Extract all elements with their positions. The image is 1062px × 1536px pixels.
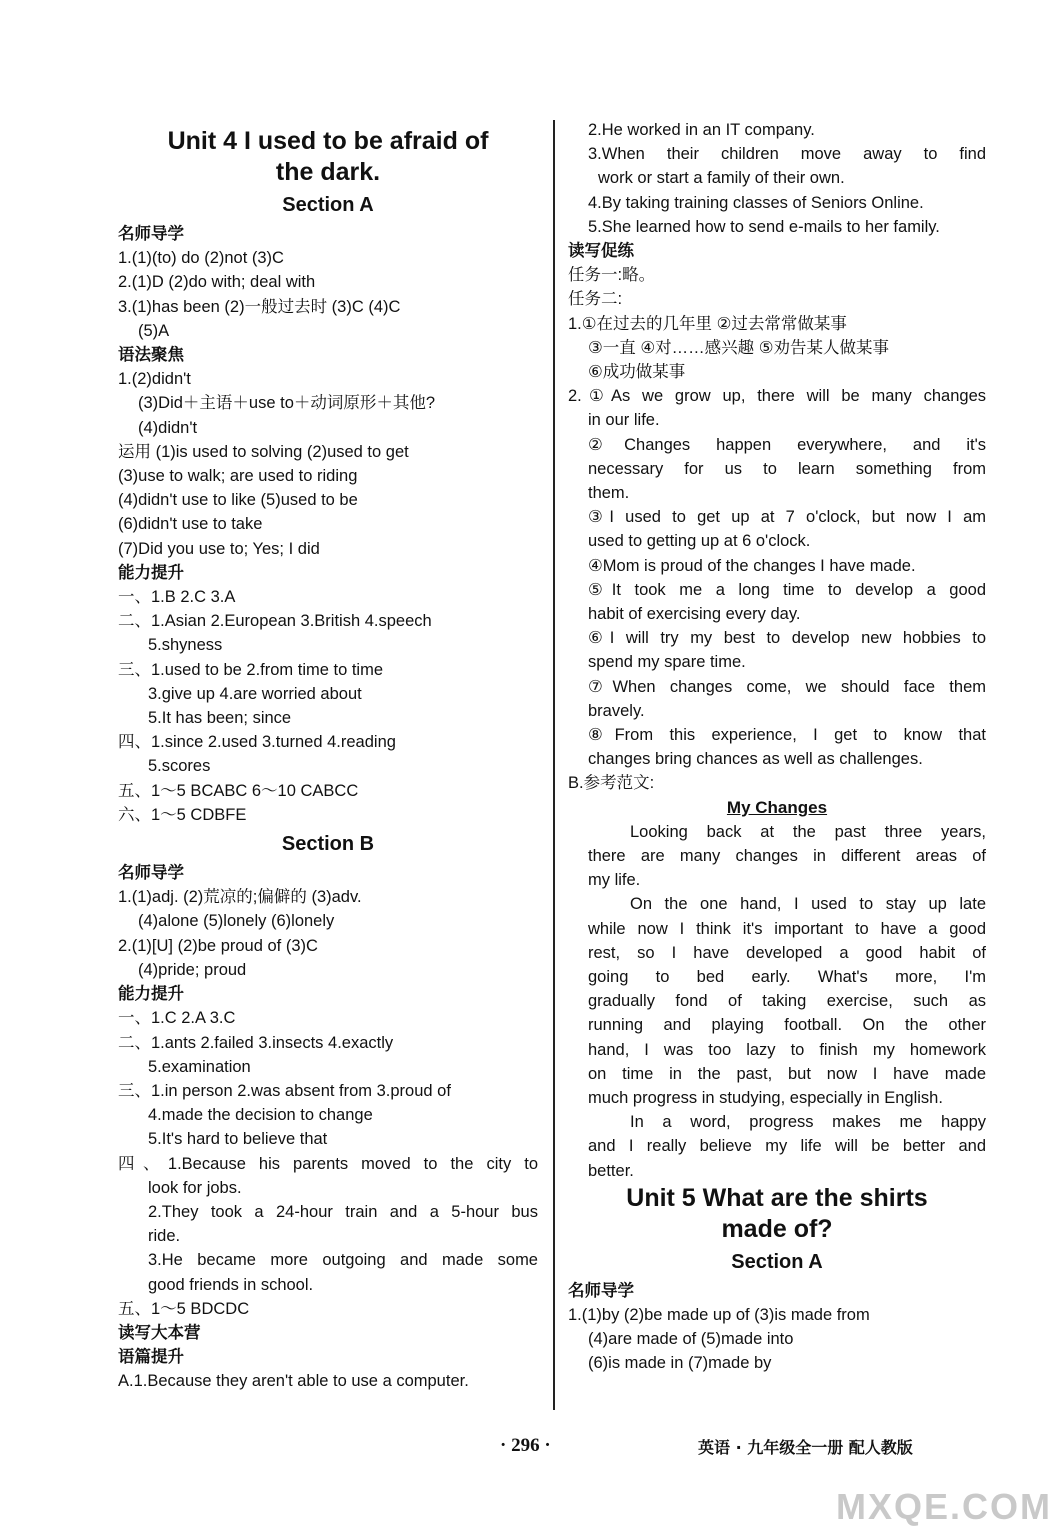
answer-line: 5.examination <box>148 1057 251 1076</box>
answer-line: 三、1.used to be 2.from time to time <box>118 660 384 679</box>
answer-line: 任务二: <box>568 290 623 309</box>
answer-line: 1.(1)(to) do (2)not (3)C <box>118 249 284 268</box>
answer-line: (3)Did＋主语＋use to＋动词原形＋其他? <box>138 394 436 413</box>
answer-line: (5)A <box>138 321 170 340</box>
answer-line: 1.(1)by (2)be made up of (3)is made from <box>568 1305 870 1324</box>
answer-line: 1.(2)didn't <box>118 370 191 389</box>
answer-line: (4)didn't use to like (5)used to be <box>118 491 358 510</box>
answer-line: running and playing football. On the other <box>588 1016 986 1035</box>
answer-line: 二、1.ants 2.failed 3.insects 4.exactly <box>118 1033 394 1052</box>
answer-line: ⑥成功做某事 <box>588 363 686 382</box>
answer-line: ③I used to get up at 7 o'clock, but now I am <box>588 508 986 527</box>
answer-line: (4)are made of (5)made into <box>588 1330 794 1349</box>
answer-line: 2.(1)D (2)do with; deal with <box>118 273 316 292</box>
answer-line: rest, so I have developed a good habit of <box>588 943 986 962</box>
answer-line: A.1.Because they aren't able to use a computer. <box>118 1372 469 1391</box>
answer-line: 1.(1)adj. (2)荒凉的;偏僻的 (3)adv. <box>118 888 362 907</box>
answer-line: bravely. <box>588 701 645 720</box>
answer-line: my life. <box>588 871 641 890</box>
answer-line: there are many changes in different areas of <box>588 846 986 865</box>
watermark: MXQE.COM <box>835 1486 1052 1527</box>
answer-line: 2.(1)[U] (2)be proud of (3)C <box>118 936 318 955</box>
answer-line: while now I think it's important to have a good <box>588 919 986 938</box>
answer-line: (6)is made in (7)made by <box>588 1354 772 1373</box>
answer-line: spend my spare time. <box>588 653 746 672</box>
answer-line: good friends in school. <box>148 1275 314 1294</box>
answer-line: 2.He worked in an IT company. <box>588 121 815 139</box>
subsection-heading: 读写大本营 <box>118 1322 201 1342</box>
answer-line: better. <box>588 1161 634 1180</box>
answer-line: On the one hand, I used to stay up late <box>630 895 986 914</box>
answer-line: 运用 (1)is used to solving (2)used to get <box>118 442 409 461</box>
unit-title: made of? <box>721 1214 833 1243</box>
book-title: 英语 · 九年级全一册 配人教版 <box>698 1438 913 1457</box>
answer-line: 一、1.C 2.A 3.C <box>118 1009 236 1028</box>
essay-title: My Changes <box>726 797 828 817</box>
answer-line: Looking back at the past three years, <box>630 822 986 841</box>
answer-line: much progress in studying, especially in English. <box>588 1088 943 1107</box>
answer-line: 五、1～5 BCABC 6～10 CABCC <box>118 781 359 800</box>
answer-line: ③一直 ④对……感兴趣 ⑤劝告某人做某事 <box>588 338 890 357</box>
answer-line: gradually fond of taking exercise, such as <box>588 992 986 1011</box>
answer-line: 3.give up 4.are worried about <box>148 684 362 703</box>
section-heading: Section A <box>282 194 374 216</box>
answer-line: look for jobs. <box>148 1178 242 1197</box>
subsection-heading: 语篇提升 <box>118 1347 184 1367</box>
answer-line: 四、1.Because his parents moved to the city to <box>118 1154 538 1173</box>
answer-line: work or start a family of their own. <box>598 169 845 188</box>
page-number: · 296 · <box>500 1435 551 1456</box>
answer-line: 三、1.in person 2.was absent from 3.proud of <box>118 1081 451 1100</box>
answer-line: habit of exercising every day. <box>588 605 801 624</box>
answer-line: 四、1.since 2.used 3.turned 4.reading <box>118 733 396 752</box>
answer-line: 2.They took a 24-hour train and a 5-hour bus <box>148 1202 538 1221</box>
answer-line: 1.①在过去的几年里 ②过去常常做某事 <box>568 314 847 333</box>
answer-line: (6)didn't use to take <box>118 515 263 534</box>
answer-line: used to getting up at 6 o'clock. <box>588 532 811 551</box>
answer-line: 5.scores <box>148 757 211 776</box>
answer-line: ride. <box>148 1227 181 1246</box>
answer-line: ⑦When changes come, we should face them <box>588 677 986 696</box>
section-heading: Section B <box>281 833 375 856</box>
subsection-heading: 能力提升 <box>118 984 184 1004</box>
column-divider <box>553 120 555 1410</box>
answer-line: 2.①As we grow up, there will be many changes <box>568 387 986 406</box>
right-column <box>568 118 986 1376</box>
answer-line: in our life. <box>588 411 660 430</box>
answer-line: 4.made the decision to change <box>148 1106 373 1125</box>
answer-line: 5.shyness <box>148 636 223 655</box>
answer-line: 4.By taking training classes of Seniors Online. <box>588 193 924 212</box>
answer-line: (4)didn't <box>138 418 198 437</box>
answer-line: ⑤It took me a long time to develop a good <box>588 580 986 599</box>
answer-line: and I really believe my life will be better and <box>588 1137 986 1156</box>
subsection-heading: 能力提升 <box>118 562 184 582</box>
answer-line: 3.He became more outgoing and made some <box>148 1251 538 1270</box>
answer-line: ④Mom is proud of the changes I have made. <box>588 556 916 575</box>
answer-line: 任务一:略。 <box>568 266 656 285</box>
answer-line: 5.It's hard to believe that <box>148 1130 328 1149</box>
answer-line: necessary for us to learn something from <box>588 459 986 478</box>
answer-line: ②Changes happen everywhere, and it's <box>588 435 986 454</box>
answer-line: (7)Did you use to; Yes; I did <box>118 539 320 558</box>
answer-line: hand, I was too lazy to finish my homework <box>588 1040 986 1059</box>
answer-line: 3.(1)has been (2)一般过去时 (3)C (4)C <box>118 297 401 316</box>
answer-line: 二、1.Asian 2.European 3.British 4.speech <box>118 612 432 631</box>
section-heading: Section A <box>731 1250 823 1273</box>
unit-title: Unit 5 What are the shirts <box>626 1183 928 1212</box>
left-column <box>118 126 538 1394</box>
answer-line: (4)alone (5)lonely (6)lonely <box>138 912 335 931</box>
unit-title: the dark. <box>275 158 381 186</box>
subsection-heading: 名师导学 <box>118 863 184 883</box>
answer-line: ⑥I will try my best to develop new hobbies to <box>588 629 986 648</box>
answer-line: 5.It has been; since <box>148 709 292 728</box>
answer-line: 5.She learned how to send e-mails to her family. <box>588 217 940 236</box>
answer-line: 3.When their children move away to find <box>588 145 986 164</box>
answer-line: (3)use to walk; are used to riding <box>118 467 358 486</box>
answer-line: 五、1～5 BDCDC <box>118 1299 250 1318</box>
subsection-heading: 语法聚焦 <box>118 345 184 365</box>
subsection-heading: 读写促练 <box>568 241 634 261</box>
answer-line: In a word, progress makes me happy <box>630 1113 986 1132</box>
answer-line: them. <box>588 484 630 503</box>
answer-line: 六、1～5 CDBFE <box>118 805 247 824</box>
subsection-heading: 名师导学 <box>118 224 184 243</box>
answer-line: 一、1.B 2.C 3.A <box>118 588 236 607</box>
answer-line: B.参考范文: <box>568 774 655 793</box>
answer-line: going to bed early. What's more, I'm <box>588 967 986 986</box>
answer-line: ⑧From this experience, I get to know that <box>588 726 986 745</box>
answer-line: on time in the past, but now I have made <box>588 1064 986 1083</box>
subsection-heading: 名师导学 <box>568 1280 634 1300</box>
answer-line: changes bring chances as well as challenges. <box>588 750 923 769</box>
answer-line: (4)pride; proud <box>138 960 247 979</box>
unit-title: Unit 4 I used to be afraid of <box>167 127 489 155</box>
